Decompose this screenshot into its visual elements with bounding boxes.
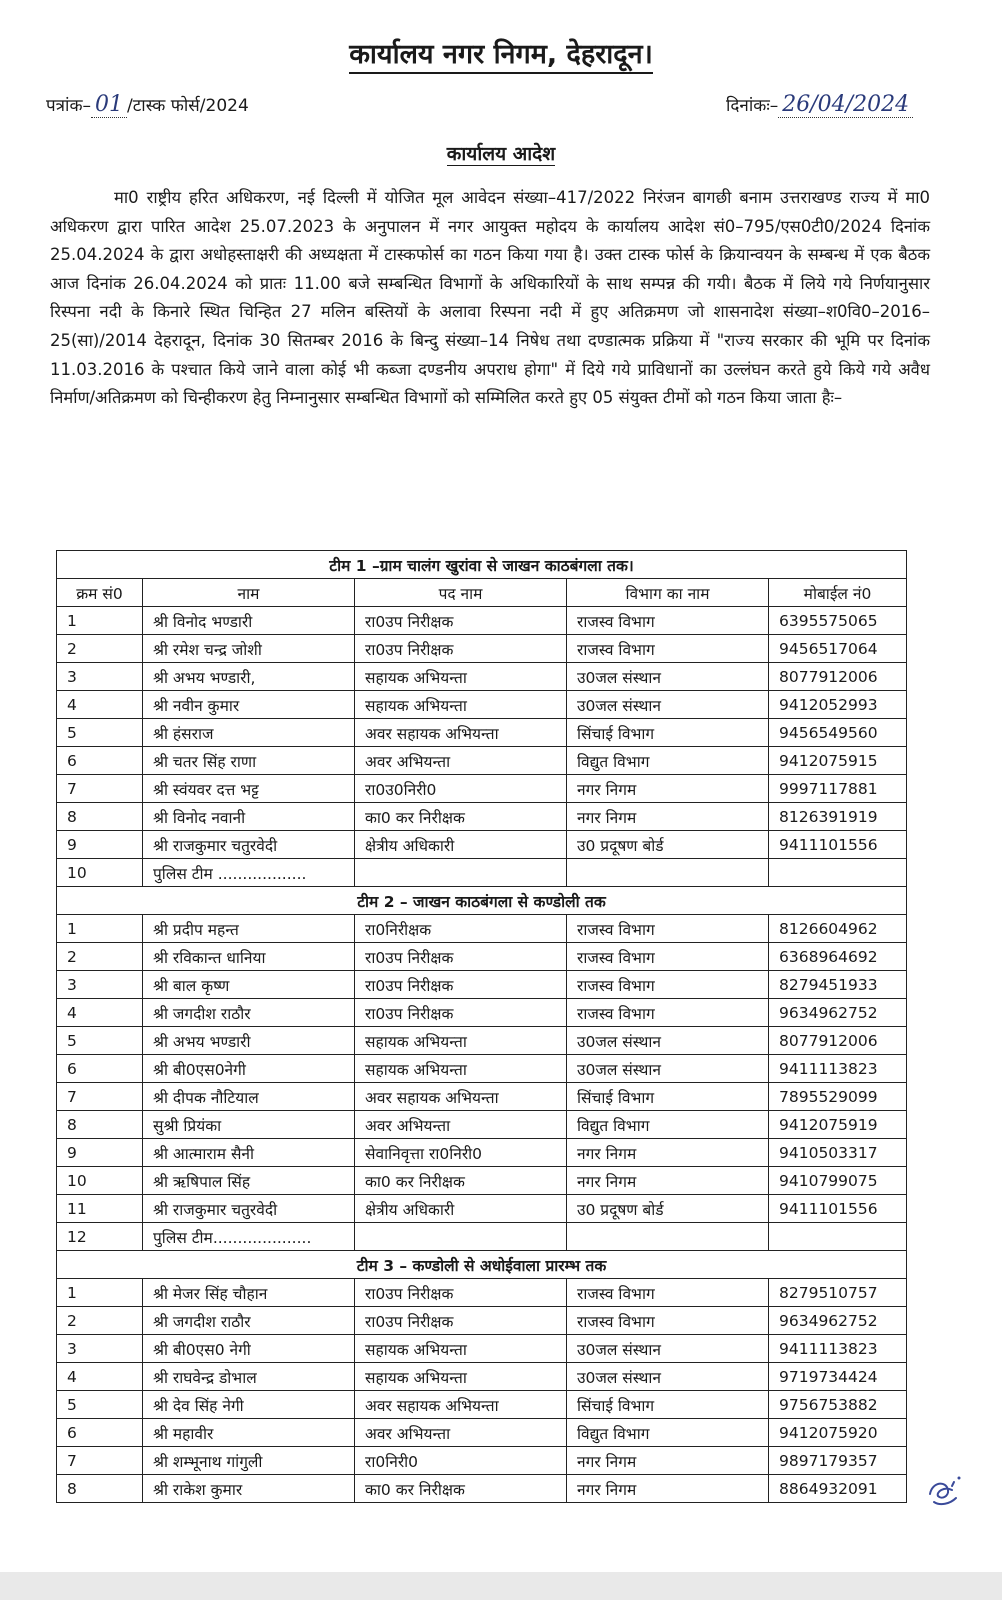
table-row: [57, 803, 907, 831]
name-cell: श्री मेजर सिंह चौहान: [143, 1279, 355, 1307]
table-row: [57, 1195, 907, 1223]
serial-cell: 1: [57, 1279, 143, 1307]
table-row: [57, 1419, 907, 1447]
mobile-cell: 6368964692: [769, 943, 907, 971]
designation-cell: क्षेत्रीय अधिकारी: [355, 1195, 567, 1223]
mobile-cell: 8077912006: [769, 663, 907, 691]
table-row: [57, 1167, 907, 1195]
serial-cell: 8: [57, 1111, 143, 1139]
mobile-cell: [769, 1223, 907, 1251]
name-cell: श्री महावीर: [143, 1419, 355, 1447]
table-row: [57, 1223, 907, 1251]
team-title-row: [57, 887, 907, 915]
department-cell: राजस्व विभाग: [567, 635, 769, 663]
mobile-cell: 8126391919: [769, 803, 907, 831]
name-cell: श्री बी0एस0 नेगी: [143, 1335, 355, 1363]
serial-cell: 8: [57, 803, 143, 831]
mobile-cell: [769, 859, 907, 887]
designation-cell: रा0उप निरीक्षक: [355, 635, 567, 663]
department-cell: [567, 859, 769, 887]
name-cell: पुलिस टीम ..................: [143, 859, 355, 887]
mobile-cell: 8126604962: [769, 915, 907, 943]
designation-cell: सेवानिवृत्ता रा0निरी0: [355, 1139, 567, 1167]
mobile-cell: 8864932091: [769, 1475, 907, 1503]
table-row: [57, 1055, 907, 1083]
name-cell: श्री शम्भूनाथ गांगुली: [143, 1447, 355, 1475]
table-row: [57, 775, 907, 803]
department-cell: उ0जल संस्थान: [567, 1055, 769, 1083]
designation-cell: अवर सहायक अभियन्ता: [355, 1391, 567, 1419]
column-header: विभाग का नाम: [567, 579, 769, 607]
column-header: मोबाईल नं0: [769, 579, 907, 607]
table-row: [57, 859, 907, 887]
serial-cell: 2: [57, 635, 143, 663]
table-row: [57, 1447, 907, 1475]
ref-suffix: /टास्क फोर्स/2024: [127, 96, 249, 116]
team-title-row: [57, 1251, 907, 1279]
department-cell: सिंचाई विभाग: [567, 1083, 769, 1111]
ref-number: 01: [91, 92, 127, 118]
table-row: [57, 971, 907, 999]
designation-cell: रा0उ0निरी0: [355, 775, 567, 803]
designation-cell: रा0उप निरीक्षक: [355, 1279, 567, 1307]
mobile-cell: 9412052993: [769, 691, 907, 719]
name-cell: श्री रविकान्त धानिया: [143, 943, 355, 971]
mobile-cell: 9897179357: [769, 1447, 907, 1475]
table-header-row: [57, 579, 907, 607]
department-cell: उ0जल संस्थान: [567, 691, 769, 719]
table-row: [57, 1335, 907, 1363]
table-row: [57, 1139, 907, 1167]
designation-cell: सहायक अभियन्ता: [355, 663, 567, 691]
designation-cell: अवर सहायक अभियन्ता: [355, 1083, 567, 1111]
name-cell: श्री आत्माराम सैनी: [143, 1139, 355, 1167]
serial-cell: 3: [57, 663, 143, 691]
serial-cell: 7: [57, 1447, 143, 1475]
name-cell: श्री अभय भण्डारी,: [143, 663, 355, 691]
designation-cell: अवर सहायक अभियन्ता: [355, 719, 567, 747]
department-cell: राजस्व विभाग: [567, 1279, 769, 1307]
designation-cell: रा0उप निरीक्षक: [355, 943, 567, 971]
designation-cell: सहायक अभियन्ता: [355, 1027, 567, 1055]
serial-cell: 3: [57, 1335, 143, 1363]
designation-cell: सहायक अभियन्ता: [355, 1335, 567, 1363]
department-cell: नगर निगम: [567, 1447, 769, 1475]
name-cell: श्री अभय भण्डारी: [143, 1027, 355, 1055]
designation-cell: का0 कर निरीक्षक: [355, 803, 567, 831]
department-cell: विद्युत विभाग: [567, 1419, 769, 1447]
name-cell: श्री विनोद नवानी: [143, 803, 355, 831]
table-row: [57, 1027, 907, 1055]
table-row: [57, 635, 907, 663]
table-row: [57, 915, 907, 943]
serial-cell: 2: [57, 943, 143, 971]
table-row: [57, 1391, 907, 1419]
department-cell: राजस्व विभाग: [567, 943, 769, 971]
table-row: [57, 1083, 907, 1111]
table-row: [57, 691, 907, 719]
order-subject: [0, 140, 1002, 166]
mobile-cell: 9719734424: [769, 1363, 907, 1391]
name-cell: श्री स्वंयवर दत्त भट्ट: [143, 775, 355, 803]
serial-cell: 10: [57, 1167, 143, 1195]
serial-cell: 8: [57, 1475, 143, 1503]
table-row: [57, 1307, 907, 1335]
team-roster-table: [56, 550, 907, 1503]
date-value: 26/04/2024: [778, 92, 913, 118]
mobile-cell: 9634962752: [769, 1307, 907, 1335]
serial-cell: 7: [57, 775, 143, 803]
serial-cell: 2: [57, 1307, 143, 1335]
department-cell: राजस्व विभाग: [567, 607, 769, 635]
department-cell: नगर निगम: [567, 775, 769, 803]
column-header: नाम: [143, 579, 355, 607]
mobile-cell: 9412075915: [769, 747, 907, 775]
mobile-cell: 9634962752: [769, 999, 907, 1027]
designation-cell: [355, 859, 567, 887]
name-cell: पुलिस टीम....................: [143, 1223, 355, 1251]
signature-mark: [924, 1472, 964, 1512]
serial-cell: 6: [57, 1419, 143, 1447]
department-cell: उ0जल संस्थान: [567, 663, 769, 691]
name-cell: श्री प्रदीप महन्त: [143, 915, 355, 943]
department-cell: उ0 प्रदूषण बोर्ड: [567, 1195, 769, 1223]
mobile-cell: 9410503317: [769, 1139, 907, 1167]
designation-cell: रा0निरीक्षक: [355, 915, 567, 943]
serial-cell: 4: [57, 1363, 143, 1391]
ref-prefix: पत्रांक–: [46, 96, 91, 116]
serial-cell: 5: [57, 1391, 143, 1419]
designation-cell: रा0निरी0: [355, 1447, 567, 1475]
name-cell: श्री राजकुमार चतुरवेदी: [143, 1195, 355, 1223]
serial-cell: 5: [57, 1027, 143, 1055]
name-cell: श्री राजकुमार चतुरवेदी: [143, 831, 355, 859]
order-subject-text: कार्यालय आदेश: [446, 143, 556, 165]
office-title: [0, 34, 1002, 71]
team-title: टीम 2 – जाखन काठबंगला से कण्डोली तक: [57, 887, 907, 915]
designation-cell: रा0उप निरीक्षक: [355, 1307, 567, 1335]
serial-cell: 7: [57, 1083, 143, 1111]
table-row: [57, 831, 907, 859]
team-title: टीम 3 – कण्डोली से अधोईवाला प्रारम्भ तक: [57, 1251, 907, 1279]
mobile-cell: 7895529099: [769, 1083, 907, 1111]
department-cell: उ0जल संस्थान: [567, 1363, 769, 1391]
scan-bottom-margin: [0, 1572, 1002, 1600]
designation-cell: रा0उप निरीक्षक: [355, 971, 567, 999]
name-cell: श्री राघवेन्द्र डोभाल: [143, 1363, 355, 1391]
name-cell: श्री रमेश चन्द्र जोशी: [143, 635, 355, 663]
designation-cell: रा0उप निरीक्षक: [355, 999, 567, 1027]
serial-cell: 9: [57, 1139, 143, 1167]
designation-cell: रा0उप निरीक्षक: [355, 607, 567, 635]
designation-cell: क्षेत्रीय अधिकारी: [355, 831, 567, 859]
serial-cell: 3: [57, 971, 143, 999]
table-row: [57, 719, 907, 747]
serial-cell: 1: [57, 915, 143, 943]
mobile-cell: 9411113823: [769, 1055, 907, 1083]
designation-cell: सहायक अभियन्ता: [355, 691, 567, 719]
mobile-cell: 9411101556: [769, 1195, 907, 1223]
name-cell: श्री राकेश कुमार: [143, 1475, 355, 1503]
department-cell: विद्युत विभाग: [567, 1111, 769, 1139]
column-header: क्रम सं0: [57, 579, 143, 607]
serial-cell: 4: [57, 691, 143, 719]
table-row: [57, 1363, 907, 1391]
mobile-cell: 9412075919: [769, 1111, 907, 1139]
name-cell: श्री देव सिंह नेगी: [143, 1391, 355, 1419]
mobile-cell: 9411113823: [769, 1335, 907, 1363]
mobile-cell: 8077912006: [769, 1027, 907, 1055]
table-row: [57, 1475, 907, 1503]
serial-cell: 11: [57, 1195, 143, 1223]
name-cell: सुश्री प्रियंका: [143, 1111, 355, 1139]
serial-cell: 6: [57, 1055, 143, 1083]
designation-cell: अवर अभियन्ता: [355, 1111, 567, 1139]
department-cell: राजस्व विभाग: [567, 1307, 769, 1335]
team-roster-body: [57, 551, 907, 1503]
designation-cell: [355, 1223, 567, 1251]
office-title-text: कार्यालय नगर निगम, देहरादून।: [349, 39, 653, 74]
serial-cell: 5: [57, 719, 143, 747]
name-cell: श्री विनोद भण्डारी: [143, 607, 355, 635]
department-cell: सिंचाई विभाग: [567, 1391, 769, 1419]
designation-cell: का0 कर निरीक्षक: [355, 1167, 567, 1195]
serial-cell: 4: [57, 999, 143, 1027]
mobile-cell: 9456517064: [769, 635, 907, 663]
mobile-cell: 9412075920: [769, 1419, 907, 1447]
mobile-cell: 9997117881: [769, 775, 907, 803]
department-cell: राजस्व विभाग: [567, 999, 769, 1027]
mobile-cell: 9456549560: [769, 719, 907, 747]
designation-cell: का0 कर निरीक्षक: [355, 1475, 567, 1503]
department-cell: नगर निगम: [567, 1475, 769, 1503]
department-cell: उ0जल संस्थान: [567, 1027, 769, 1055]
order-body-paragraph: मा0 राष्ट्रीय हरित अधिकरण, नई दिल्ली में योजित मूल आवेदन संख्या–417/2022 निरंजन बागछी बनाम उत्तराखण्ड राज्य में मा0 अधिकरण द्वारा पारित आदेश 25.07.2023 के अनुपालन में नगर आयुक्त महोदय के कार्यालय आदेश सं0–795/एस0टी0/2024 दिनांक 25.04.2024 के द्वारा अधोहस्ताक्षरी की अध्यक्षता में टास्कफोर्स का गठन किया गया है। उक्त टास्क फोर्स के क्रियान्वयन के सम्बन्ध में एक बैठक आज दिनांक 26.04.2024 को प्रातः 11.00 बजे सम्बन्धित विभागों के अधिकारियों के साथ सम्पन्न की गयी। बैठक में लिये गये निर्णयानुसार रिस्पना नदी के किनारे स्थित चिन्हित 27 मलिन बस्तियों के अलावा रिस्पना नदी में हुए अतिक्रमण जो शासनादेश संख्या–श0वि0–2016–25(सा)/2014 देहरादून, दिनांक 30 सितम्बर 2016 के बिन्दु संख्या–14 निषेध तथा दण्डात्मक प्रक्रिया में "राज्य सरकार की भूमि पर दिनांक 11.03.2016 के पश्चात किये जाने वाला कोई भी कब्जा दण्डनीय अपराध होगा" में दिये गये प्राविधानों का उल्लंघन करते हुये किये गये अवैध निर्माण/अतिक्रमण को चिन्हीकरण हेतु निम्नानुसार सम्बन्धित विभागों को सम्मिलित करते हुए 05 संयुक्त टीमों को गठन किया जाता हैः–: [50, 188, 930, 408]
department-cell: नगर निगम: [567, 1139, 769, 1167]
serial-cell: 1: [57, 607, 143, 635]
department-cell: नगर निगम: [567, 1167, 769, 1195]
department-cell: राजस्व विभाग: [567, 915, 769, 943]
department-cell: [567, 1223, 769, 1251]
name-cell: श्री नवीन कुमार: [143, 691, 355, 719]
serial-cell: 6: [57, 747, 143, 775]
table-row: [57, 999, 907, 1027]
department-cell: राजस्व विभाग: [567, 971, 769, 999]
table-row: [57, 1279, 907, 1307]
mobile-cell: 8279451933: [769, 971, 907, 999]
mobile-cell: 9410799075: [769, 1167, 907, 1195]
date-label: दिनांकः–: [726, 96, 779, 116]
department-cell: नगर निगम: [567, 803, 769, 831]
mobile-cell: 9756753882: [769, 1391, 907, 1419]
mobile-cell: 8279510757: [769, 1279, 907, 1307]
name-cell: श्री दीपक नौटियाल: [143, 1083, 355, 1111]
letter-reference: [46, 92, 249, 117]
name-cell: श्री ऋषिपाल सिंह: [143, 1167, 355, 1195]
designation-cell: अवर अभियन्ता: [355, 747, 567, 775]
column-header: पद नाम: [355, 579, 567, 607]
designation-cell: सहायक अभियन्ता: [355, 1363, 567, 1391]
team-title: टीम 1 –ग्राम चालंग खुरांवा से जाखन काठबंगला तक।: [57, 551, 907, 579]
name-cell: श्री चतर सिंह राणा: [143, 747, 355, 775]
name-cell: श्री जगदीश राठौर: [143, 999, 355, 1027]
name-cell: श्री जगदीश राठौर: [143, 1307, 355, 1335]
serial-cell: 12: [57, 1223, 143, 1251]
designation-cell: अवर अभियन्ता: [355, 1419, 567, 1447]
table-row: [57, 943, 907, 971]
table-row: [57, 747, 907, 775]
department-cell: सिंचाई विभाग: [567, 719, 769, 747]
name-cell: श्री बी0एस0नेगी: [143, 1055, 355, 1083]
serial-cell: 9: [57, 831, 143, 859]
table-row: [57, 663, 907, 691]
mobile-cell: 6395575065: [769, 607, 907, 635]
department-cell: उ0जल संस्थान: [567, 1335, 769, 1363]
department-cell: विद्युत विभाग: [567, 747, 769, 775]
name-cell: श्री हंसराज: [143, 719, 355, 747]
table-row: [57, 607, 907, 635]
mobile-cell: 9411101556: [769, 831, 907, 859]
letter-date: [726, 92, 913, 117]
serial-cell: 10: [57, 859, 143, 887]
table-row: [57, 1111, 907, 1139]
team-title-row: [57, 551, 907, 579]
designation-cell: सहायक अभियन्ता: [355, 1055, 567, 1083]
department-cell: उ0 प्रदूषण बोर्ड: [567, 831, 769, 859]
name-cell: श्री बाल कृष्ण: [143, 971, 355, 999]
